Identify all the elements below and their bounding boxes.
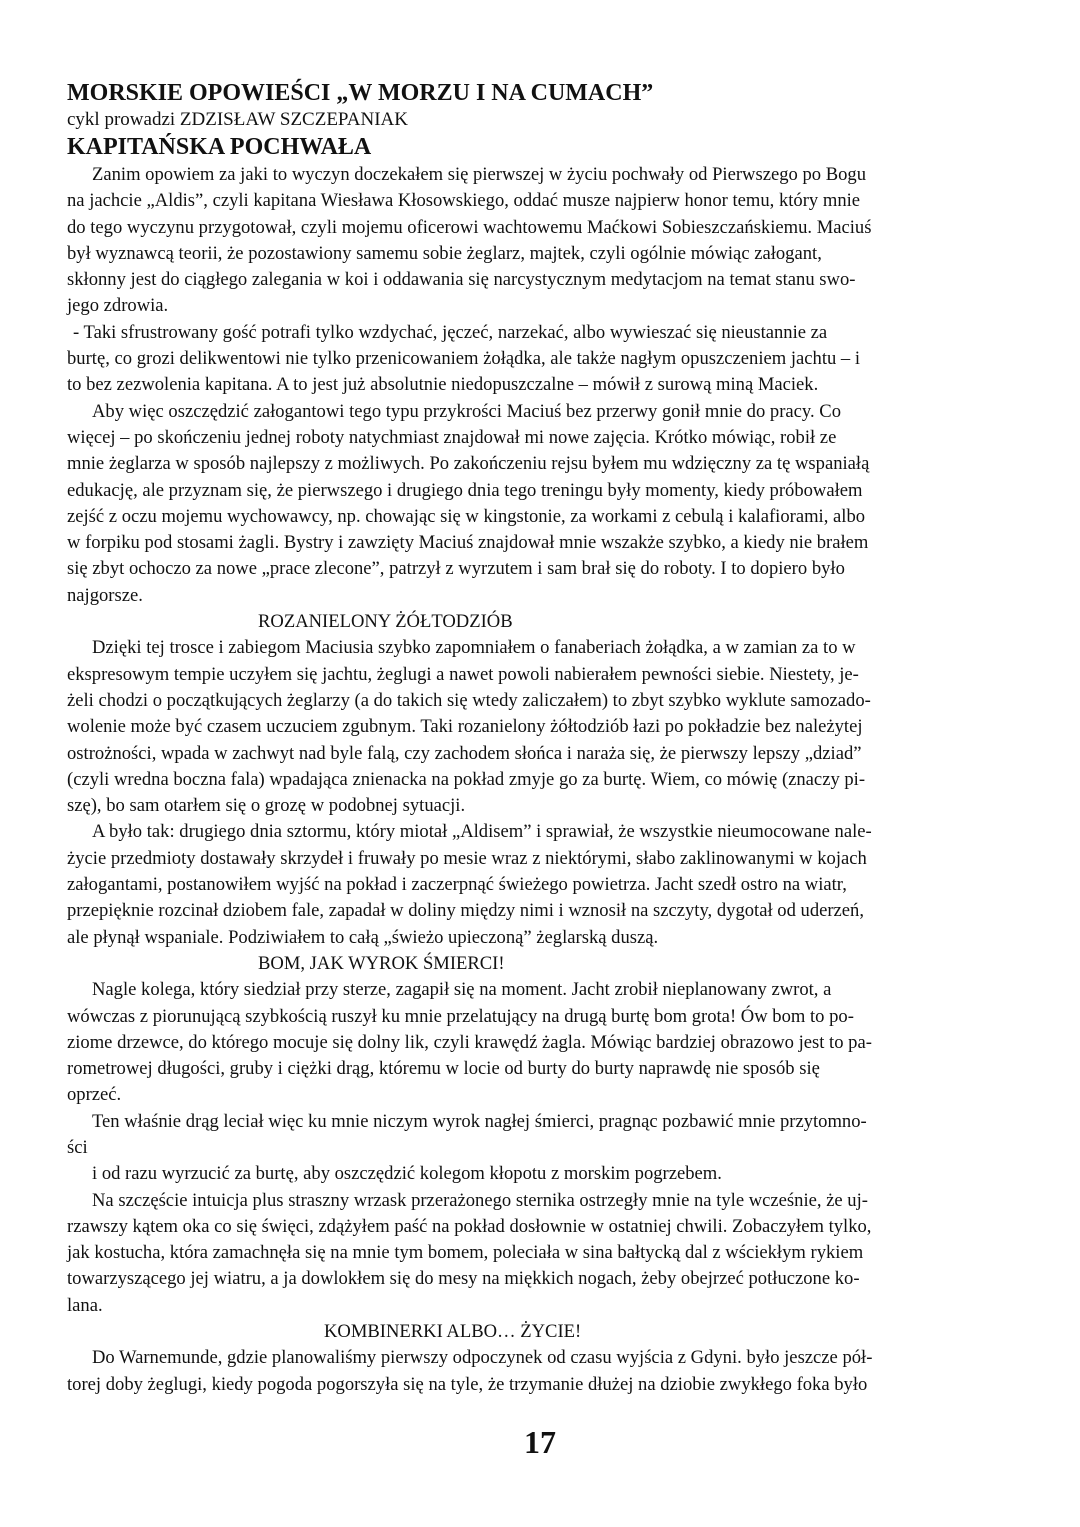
text-line: burtę, co grozi delikwentowi nie tylko przenicowaniem żołądka, ale także nagłym opuszczeniem jachtu – i xyxy=(67,348,861,370)
text-line: (czyli wredna boczna fala) wpadająca znienacka na pokład zmyje go za burtę. Wiem, co mówię (znaczy pi- xyxy=(67,768,866,790)
text-line: się zbyt ochoczo za nowe „prace zlecone”, patrzył z wyrzutem i sam brał się do roboty. I to dopiero było xyxy=(67,558,845,580)
author-byline: cykl prowadzi ZDZISŁAW SZCZEPANIAK xyxy=(67,109,408,130)
text-line: życie przedmioty dostawały skrzydeł i fruwały po mesie wraz z niektórymi, słabo zaklinowanymi w kojach xyxy=(67,847,867,869)
article-body xyxy=(67,162,1012,1398)
text-line: to bez zezwolenia kapitana. A to jest już absolutnie niedopuszczalne – mówił z surową miną Maciek. xyxy=(67,374,819,396)
text-line: załogantami, postanowiłem wyjść na pokład i zaczerpnąć świeżego powietrza. Jacht szedł ostro na wiatr, xyxy=(67,874,847,896)
text-line: mnie żeglarza w sposób najlepszy z możliwych. Po zakończeniu rejsu byłem mu wdzięczny za tę wspaniałą xyxy=(67,453,870,475)
text-line: skłonny jest do ciągłego zalegania w koi i oddawania się narcystycznym medytacjom na temat stanu swo- xyxy=(67,269,856,291)
text-line: lana. xyxy=(67,1294,103,1316)
text-line: ostrożności, wpada w zachwyt nad byle falą, czy zachodem słońca i naraża się, że pierwszy lepszy „dziad” xyxy=(67,742,862,764)
text-line: Na szczęście intuicja plus straszny wrzask przerażonego sternika ostrzegły mnie na tyle wcześnie, że uj- xyxy=(92,1189,868,1211)
text-line: w forpiku pod stosami żagli. Bystry i zawzięty Maciuś znajdował mnie wszakże szybko, a kiedy nie brałem xyxy=(67,532,869,554)
text-line: przepięknie rozcinał dziobem fale, zapadał w doliny między nimi i wznosił na szczyty, dygotał od uderzeń, xyxy=(67,900,865,922)
text-line: szę), bo sam otarłem się o grozę w podobnej sytuacji. xyxy=(67,795,466,817)
text-line: więcej – po skończeniu jednej roboty natychmiast znajdował mi nowe zajęcia. Krótko mówiąc, robił ze xyxy=(67,426,837,448)
article-page xyxy=(67,78,1012,1398)
text-line: rzawszy kątem oka co się święci, zdążyłem paść na pokład dosłownie w ostatniej chwili. Zobaczyłem tylko, xyxy=(67,1215,872,1237)
text-line: i od razu wyrzucić za burtę, aby oszczędzić kolegom kłopotu z morskim pogrzebem. xyxy=(92,1163,722,1185)
text-line: ekspresowym tempie uczyłem się jachtu, żeglugi a nawet powoli nabierałem pewności siebie. Niestety, je- xyxy=(67,663,859,685)
text-line: - Taki sfrustrowany gość potrafi tylko wzdychać, jęczeć, narzekać, albo wywieszać się nieustannie za xyxy=(73,321,828,343)
text-line: wolenie może być czasem uczuciem zgubnym. Taki rozanielony żółtodziób łazi po pokładzie bez należytej xyxy=(67,716,863,738)
text-line: A było tak: drugiego dnia sztormu, który miotał „Aldisem” i sprawiał, że wszystkie nieumocowane nale- xyxy=(92,821,872,843)
text-line: na jachcie „Aldis”, czyli kapitana Wiesława Kłosowskiego, oddać musze najpierw honor temu, który mnie xyxy=(67,190,861,212)
text-line: ziome drzewce, do którego mocuje się dolny lik, czyli krawędź żagla. Mówiąc bardziej obrazowo jest to pa- xyxy=(67,1031,872,1053)
text-line: żeli chodzi o początkujących żeglarzy (a do takich się wtedy zaliczałem) to zbyt szybko wyklute samozado- xyxy=(67,689,871,711)
text-line: Do Warnemunde, gdzie planowaliśmy pierwszy odpoczynek od czasu wyjścia z Gdyni. było jeszcze pół- xyxy=(92,1347,873,1369)
text-line: był wyznawcą teorii, że pozostawiony samemu sobie żeglarz, majtek, czyli ogólnie mówiąc załogant, xyxy=(67,242,822,264)
text-line: edukację, ale przyznam się, że pierwszego i drugiego dnia tego treningu były momenty, kiedy próbowałem xyxy=(67,479,863,501)
text-line: wówczas z piorunującą szybkością ruszył ku mnie przelatujący na drugą burtę bom grota! Ów bom to po- xyxy=(67,1005,854,1027)
text-line: ści xyxy=(67,1136,88,1158)
text-line: Nagle kolega, który siedział przy sterze, zagapił się na moment. Jacht zrobił nieplanowany zwrot, a xyxy=(92,979,832,1001)
section-heading: KOMBINERKI ALBO… ŻYCIE! xyxy=(324,1321,582,1343)
text-line: do tego wyczynu przygotował, czyli mojemu oficerowi wachtowemu Maćkowi Sobieszczańskiemu. Maciuś xyxy=(67,216,872,238)
text-line: jak kostucha, która zamachnęła się na mnie tym bomem, poleciała w sina bałtycką dal z wściekłym rykiem xyxy=(67,1242,864,1264)
text-line: Ten właśnie drąg leciał więc ku mnie niczym wyrok nagłej śmierci, pragnąc pozbawić mnie przytomno- xyxy=(92,1110,867,1132)
text-line: zejść z oczu mojemu wychowawcy, np. chowając się w kingstonie, za workami z cebulą i kalafiorami, albo xyxy=(67,505,866,527)
text-line: Aby więc oszczędzić załogantowi tego typu przykrości Maciuś bez przerwy gonił mnie do pracy. Co xyxy=(92,400,842,422)
text-line: jego zdrowia. xyxy=(67,295,169,317)
section-heading: BOM, JAK WYROK ŚMIERCI! xyxy=(258,952,505,974)
text-line: rometrowej długości, gruby i ciężki drąg, któremu w locie od burty do burty naprawdę nie sposób się xyxy=(67,1058,820,1080)
text-line: towarzyszącego jej wiatru, a ja dowlokłem się do mesy na miękkich nogach, żeby obejrzeć potłuczone ko- xyxy=(67,1268,860,1290)
text-line: Dzięki tej trosce i zabiegom Maciusia szybko zapomniałem o fanaberiach żołądka, a w zamian za to w xyxy=(92,637,856,659)
article-title: KAPITAŃSKA POCHWAŁA xyxy=(67,134,372,160)
section-heading: ROZANIELONY ŻÓŁTODZIÓB xyxy=(258,611,513,633)
text-line: oprzeć. xyxy=(67,1084,122,1106)
text-line: Zanim opowiem za jaki to wyczyn doczekałem się pierwszej w życiu pochwały od Pierwszego po Bogu xyxy=(92,164,866,185)
series-title: MORSKIE OPOWIEŚCI „W MORZU I NA CUMACH” xyxy=(67,80,654,106)
text-line: torej doby żeglugi, kiedy pogoda pogorszyła się na tyle, że trzymanie dłużej na dziobie zwykłego foka było xyxy=(67,1373,868,1395)
text-line: ale płynął wspaniale. Podziwiałem to całą „świeżo upieczoną” żeglarską duszą. xyxy=(67,926,659,948)
page-number: 17 xyxy=(524,1424,556,1460)
text-line: najgorsze. xyxy=(67,584,143,606)
